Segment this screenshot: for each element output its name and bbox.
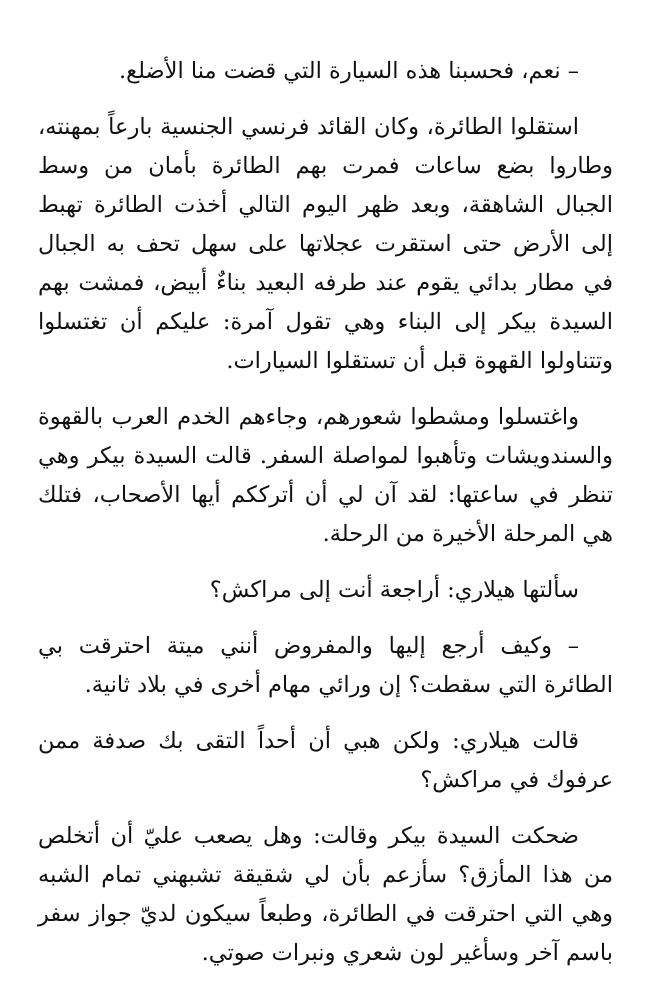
paragraph-3: واغتسلوا ومشطوا شعورهم، وجاءهم الخدم العرب بالقهوة والسندويشات وتأهبوا لمواصلة السفر. قالت السيدة بيكر وهي تنظر في ساعتها: لقد آن لي أن أترككم أيها الأصحاب، فتلك هي المرحلة الأخيرة من الرحلة. [38,404,613,547]
paragraph-2: استقلوا الطائرة، وكان القائد فرنسي الجنسية بارعاً بمهنته، وطاروا بضع ساعات فمرت بهم الطائرة بأمان من وسط الجبال الشاهقة، وبعد ظهر اليوم التالي أخذت الطائرة تهبط إلى الأرض حتى استقرت عجلاتها على سهل تحف به الجبال في مطار بدائي يقوم عند طرفه البعيد بناءٌ أبيض، فمشت بهم السيدة بيكر إلى البناء وهي تقول آمرة: عليكم أن تغتسلوا وتتناولوا القهوة قبل أن تستقلوا السيارات. [38,114,613,374]
paragraph-1: – نعم، فحسبنا هذه السيارة التي قضت منا الأضلع. [118,58,579,84]
paragraph-5: – وكيف أرجع إليها والمفروض أنني ميتة احترقت بي الطائرة التي سقطت؟ إن ورائي مهام أخرى في بلاد ثانية. [38,633,613,698]
paragraph-4: سألتها هيلاري: أراجعة أنت إلى مراكش؟ [209,577,579,603]
book-page [38,52,613,990]
paragraph-7: ضحكت السيدة بيكر وقالت: وهل يصعب عليّ أن أتخلص من هذا المأزق؟ سأزعم بأن لي شقيقة تشبهني تمام الشبه وهي التي احترقت في الطائرة، وطبعاً سيكون لديّ جواز سفر باسم آخر وسأغير لون شعري ونبرات صوتي. [38,823,613,966]
paragraph-6: قالت هيلاري: ولكن هبي أن أحداً التقى بك صدفة ممن عرفوك في مراكش؟ [38,728,613,793]
